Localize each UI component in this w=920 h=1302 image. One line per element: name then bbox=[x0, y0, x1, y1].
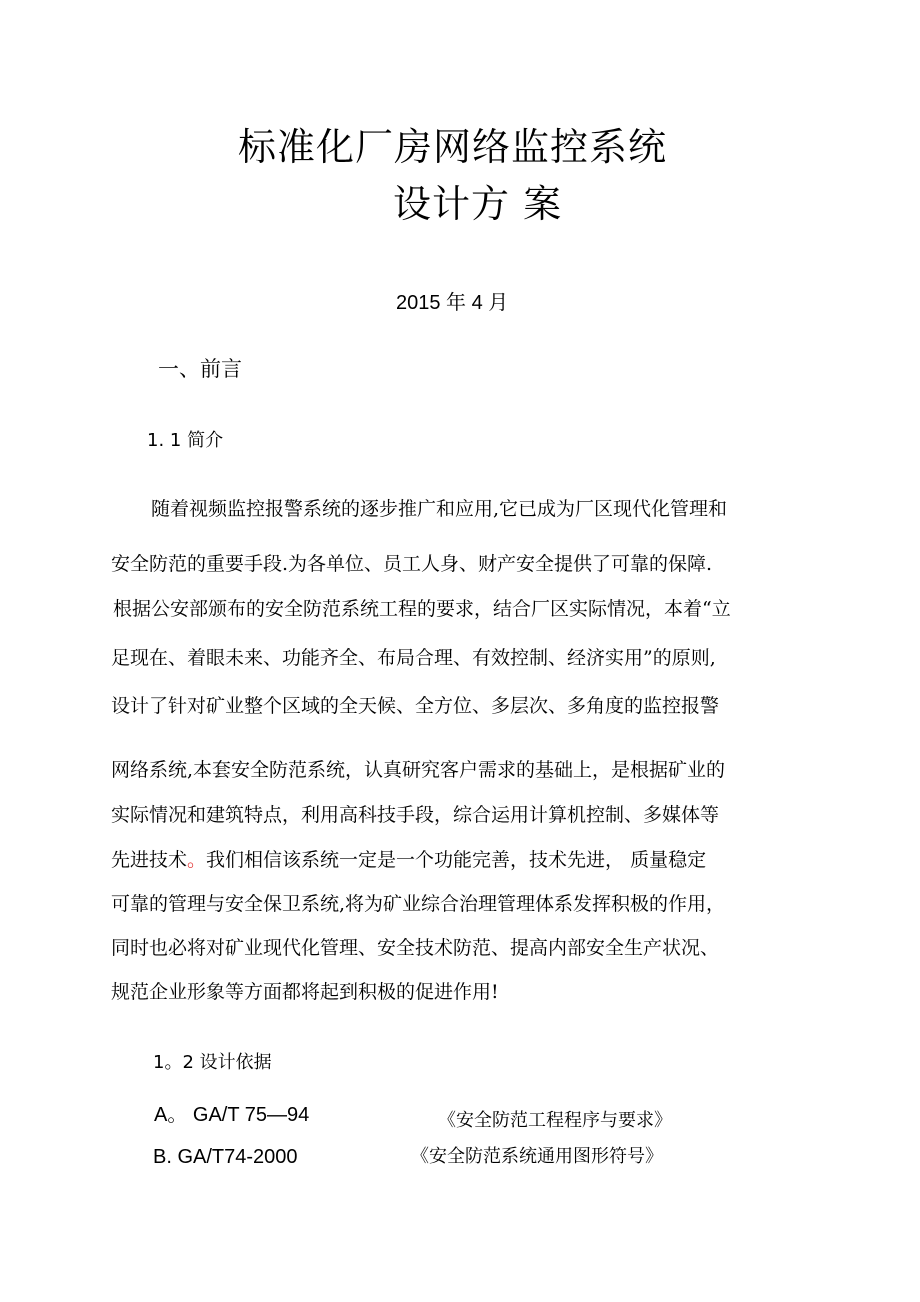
paragraph-line: 规范企业形象等方面都将起到积极的促进作用! bbox=[111, 981, 499, 1003]
document-date: 2015 年 4 月 bbox=[396, 292, 509, 314]
reference-code: B. GA/T74-2000 bbox=[153, 1146, 298, 1168]
document-title-line1: 标准化厂房网络监控系统 bbox=[238, 125, 668, 169]
paragraph-line: 同时也必将对矿业现代化管理、安全技术防范、提高内部安全生产状况、 bbox=[111, 937, 720, 959]
paragraph-line: 安全防范的重要手段.为各单位、员工人身、财产安全提供了可靠的保障. bbox=[111, 553, 713, 575]
document-title-line2: 设计方 案 bbox=[393, 182, 563, 226]
paragraph-line: 根据公安部颁布的安全防范系统工程的要求，结合厂区实际情况，本着“立 bbox=[113, 598, 731, 620]
paragraph-line: 实际情况和建筑特点，利用高科技手段，综合运用计算机控制、多媒体等 bbox=[111, 804, 720, 826]
paragraph-line: 设计了针对矿业整个区域的全天候、全方位、多层次、多角度的监控报警 bbox=[111, 695, 720, 717]
paragraph-line: 网络系统,本套安全防范系统，认真研究客户需求的基础上，是根据矿业的 bbox=[111, 759, 726, 781]
paragraph-line bbox=[111, 845, 706, 872]
paragraph-text: 我们相信该系统一定是一个功能完善，技术先进， 质量稳定 bbox=[206, 849, 707, 871]
red-punctuation-mark: 。 bbox=[187, 849, 207, 871]
section-heading-preface: 一、前言 bbox=[158, 357, 242, 381]
reference-title: 《安全防范系统通用图形符号》 bbox=[411, 1146, 663, 1167]
paragraph-line: 可靠的管理与安全保卫系统,将为矿业综合治理管理体系发挥积极的作用， bbox=[111, 893, 726, 915]
reference-title: 《安全防范工程程序与要求》 bbox=[438, 1110, 672, 1131]
subsection-heading-intro: 1. 1 简介 bbox=[147, 430, 224, 451]
paragraph-line: 随着视频监控报警系统的逐步推广和应用,它已成为厂区现代化管理和 bbox=[151, 498, 728, 520]
subsection-heading-design-basis: 1。2 设计依据 bbox=[153, 1052, 272, 1073]
paragraph-line: 足现在、着眼未来、功能齐全、布局合理、有效控制、经济实用”的原则, bbox=[111, 647, 716, 669]
reference-code: A。 GA/T 75—94 bbox=[154, 1104, 310, 1126]
paragraph-text: 先进技术 bbox=[111, 849, 188, 871]
